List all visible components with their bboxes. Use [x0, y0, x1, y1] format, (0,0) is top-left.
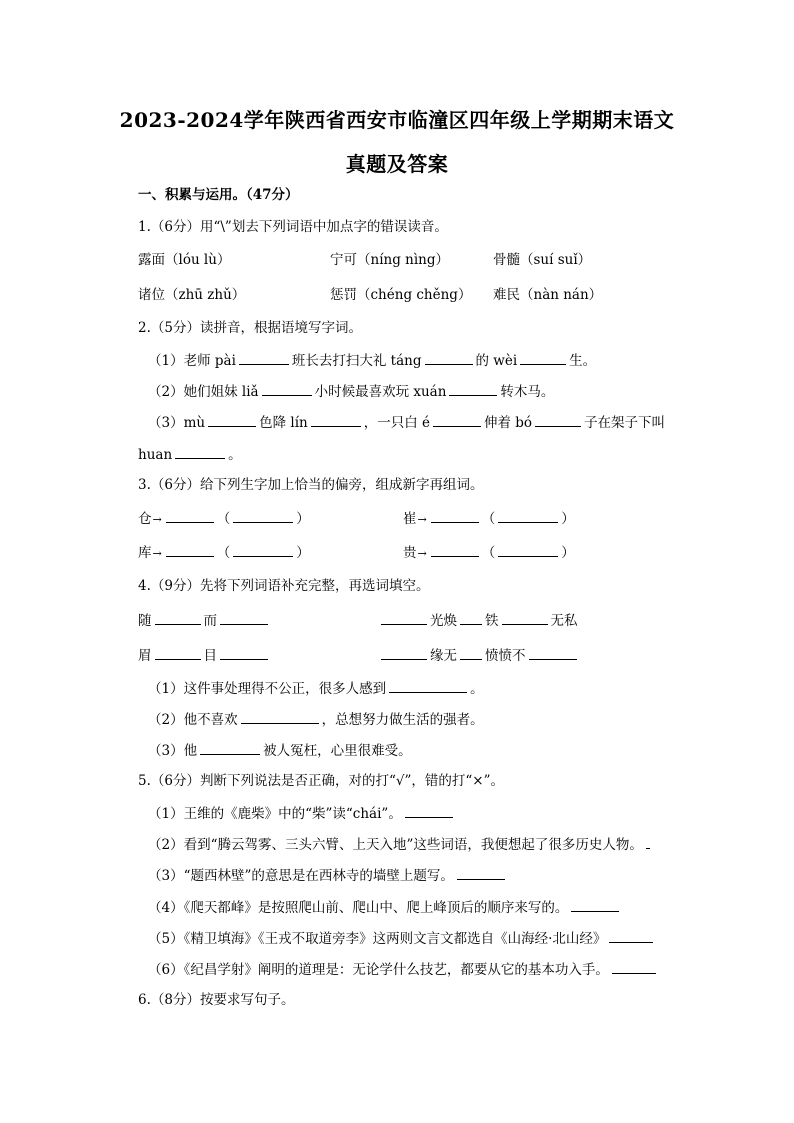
answer-blank[interactable]: [239, 351, 289, 365]
answer-blank[interactable]: [155, 611, 201, 625]
q2-line-4: [138, 445, 242, 464]
q2-line-3: [148, 413, 665, 432]
q3-char: 崔: [403, 511, 417, 527]
q4-idiom-3: [138, 646, 271, 665]
answer-blank[interactable]: [609, 929, 653, 943]
answer-blank[interactable]: [433, 413, 481, 427]
q5-text: （2）看到“腾云驾雾、三头六臂、上天入地”这些词语，我便想起了很多历史人物。: [148, 837, 643, 853]
q2-text: （1）老师 pài: [148, 353, 236, 369]
answer-blank[interactable]: [175, 445, 225, 459]
q3-item-2: [403, 509, 575, 529]
q4-idiom-4: [378, 646, 580, 665]
paren-close: ）: [296, 511, 310, 527]
answer-blank[interactable]: [571, 898, 619, 912]
q1-item-3: 骨髓（suí suǐ）: [493, 252, 592, 268]
answer-blank[interactable]: [233, 509, 293, 523]
answer-blank[interactable]: [208, 413, 256, 427]
q4-text: 目: [203, 648, 217, 664]
answer-blank[interactable]: [381, 611, 427, 625]
arrow-icon: →: [152, 513, 162, 526]
q5-item-6: [148, 960, 659, 979]
q5-text: （5）《精卫填海》《王戎不取道旁李》这两则文言文都选自《山海经·北山经》: [148, 931, 607, 947]
question-6-stem: 6.（8分）按要求写句子。: [138, 992, 295, 1008]
paren-open: （: [216, 545, 231, 561]
q4-idiom-1: [138, 611, 271, 630]
q5-item-4: [148, 898, 622, 917]
paren-close: ）: [561, 545, 575, 561]
answer-blank[interactable]: [405, 804, 453, 818]
arrow-icon: →: [417, 513, 427, 526]
answer-blank[interactable]: [425, 351, 473, 365]
q3-item-3: [138, 543, 310, 563]
question-4-stem: 4.（9分）先将下列词语补充完整，再选词填空。: [138, 578, 430, 594]
answer-blank[interactable]: [535, 413, 581, 427]
q5-item-5: [148, 929, 656, 948]
question-5-stem: 5.（6分）判断下列说法是否正确，对的打“√”，错的打“×”。: [138, 773, 504, 789]
answer-blank[interactable]: [612, 960, 656, 974]
question-3-stem: 3.（6分）给下列生字加上恰当的偏旁，组成新字再组词。: [138, 477, 484, 493]
q2-text: 。: [228, 447, 242, 463]
answer-blank[interactable]: [241, 710, 319, 724]
q4-text: 被人冤枉，心里很难受。: [263, 743, 412, 759]
q2-text: 生。: [569, 353, 597, 369]
q4-text: （3）他: [148, 743, 198, 759]
q4-sentence-2: [148, 710, 484, 729]
q1-item-4: 诸位（zhū zhǔ）: [138, 287, 246, 303]
q2-text: （3）mù: [148, 415, 206, 431]
q1-item-6: 难民（nàn nán）: [493, 287, 603, 303]
answer-blank[interactable]: [311, 413, 361, 427]
q2-line-2: [148, 382, 554, 401]
q3-item-4: [403, 543, 575, 563]
answer-blank[interactable]: [166, 543, 214, 557]
q4-text: 愤愤不: [485, 648, 526, 664]
q4-sentence-3: [148, 741, 412, 760]
answer-blank[interactable]: [460, 611, 482, 625]
paren-close: ）: [561, 511, 575, 527]
answer-blank[interactable]: [460, 646, 482, 660]
q2-text: （2）她们姐妹 liǎ: [148, 384, 259, 400]
q2-text: 班长去打扫大礼 táng: [291, 353, 422, 369]
q4-text: （2）他不喜欢: [148, 712, 238, 728]
document-title-line-1: 2023-2024学年陕西省西安市临潼区四年级上学期期末语文: [119, 108, 675, 132]
answer-blank[interactable]: [220, 646, 268, 660]
q2-line-1: [148, 351, 596, 370]
q2-text: huan: [138, 447, 173, 463]
answer-blank[interactable]: [389, 679, 467, 693]
q2-text: 色降 lín: [259, 415, 308, 431]
q2-text: 子在架子下叫: [584, 415, 666, 431]
answer-blank[interactable]: [431, 543, 479, 557]
q3-char: 贵: [403, 545, 417, 561]
q5-item-3: [148, 866, 508, 885]
answer-blank[interactable]: [381, 646, 427, 660]
answer-blank[interactable]: [449, 382, 497, 396]
answer-blank[interactable]: [200, 741, 260, 755]
q5-text: （1）王维的《鹿柴》中的“柴”读“chái”。: [148, 806, 402, 822]
q3-char: 库: [138, 545, 152, 561]
answer-blank[interactable]: [262, 382, 312, 396]
paren-open: （: [216, 511, 231, 527]
arrow-icon: →: [152, 547, 162, 560]
q4-text: 随: [138, 613, 152, 629]
q5-text: （3）“题西林壁”的意思是在西林寺的墙壁上题写。: [148, 868, 454, 884]
answer-blank[interactable]: [498, 509, 558, 523]
q4-text: 缘无: [430, 648, 457, 664]
q5-text: （6）《纪昌学射》阐明的道理是：无论学什么技艺，都要从它的基本功入手。: [148, 962, 609, 978]
answer-blank[interactable]: [498, 543, 558, 557]
q3-char: 仓: [138, 511, 152, 527]
q4-sentence-1: [148, 679, 484, 698]
paren-open: （: [481, 545, 496, 561]
answer-blank[interactable]: [502, 611, 548, 625]
q4-text: （1）这件事处理得不公正，很多人感到: [148, 681, 387, 697]
answer-blank[interactable]: [233, 543, 293, 557]
q4-text: 无私: [550, 613, 578, 629]
q2-text: 伸着 bó: [484, 415, 533, 431]
answer-blank[interactable]: [220, 611, 268, 625]
answer-blank[interactable]: [166, 509, 214, 523]
arrow-icon: →: [417, 547, 427, 560]
q5-text: （4）《爬天都峰》是按照爬山前、爬山中、爬上峰顶后的顺序来写的。: [148, 900, 569, 916]
q5-item-2: [148, 835, 653, 854]
answer-blank[interactable]: [529, 646, 577, 660]
q4-text: 眉: [138, 648, 152, 664]
q4-text: ，总想努力做生活的强者。: [321, 712, 484, 728]
answer-blank[interactable]: [646, 835, 650, 849]
question-1-stem: 1.（6分）用“\”划去下列词语中加点字的错误读音。: [138, 219, 448, 235]
document-title-line-2: 真题及答案: [345, 152, 449, 176]
section-heading: 一、积累与运用。（47分）: [138, 187, 299, 203]
question-2-stem: 2.（5分）读拼音，根据语境写字词。: [138, 320, 362, 336]
q5-item-1: [148, 804, 456, 823]
paren-open: （: [481, 511, 496, 527]
answer-blank[interactable]: [520, 351, 566, 365]
answer-blank[interactable]: [457, 866, 505, 880]
q2-text: ，一只白 é: [363, 415, 430, 431]
q2-text: 小时候最喜欢玩 xuán: [314, 384, 447, 400]
q4-text: 。: [470, 681, 484, 697]
q2-text: 转木马。: [500, 384, 555, 400]
q3-item-1: [138, 509, 310, 529]
answer-blank[interactable]: [431, 509, 479, 523]
q4-idiom-2: [378, 611, 578, 630]
q4-text: 光焕: [430, 613, 457, 629]
paren-close: ）: [296, 545, 310, 561]
q1-item-5: 惩罚（chéng chěng）: [330, 287, 472, 303]
q4-text: 而: [203, 613, 217, 629]
q1-item-2: 宁可（níng nìng）: [330, 252, 449, 268]
q4-text: 铁: [485, 613, 499, 629]
answer-blank[interactable]: [155, 646, 201, 660]
q1-item-1: 露面（lóu lù）: [138, 252, 231, 268]
q2-text: 的 wèi: [475, 353, 518, 369]
